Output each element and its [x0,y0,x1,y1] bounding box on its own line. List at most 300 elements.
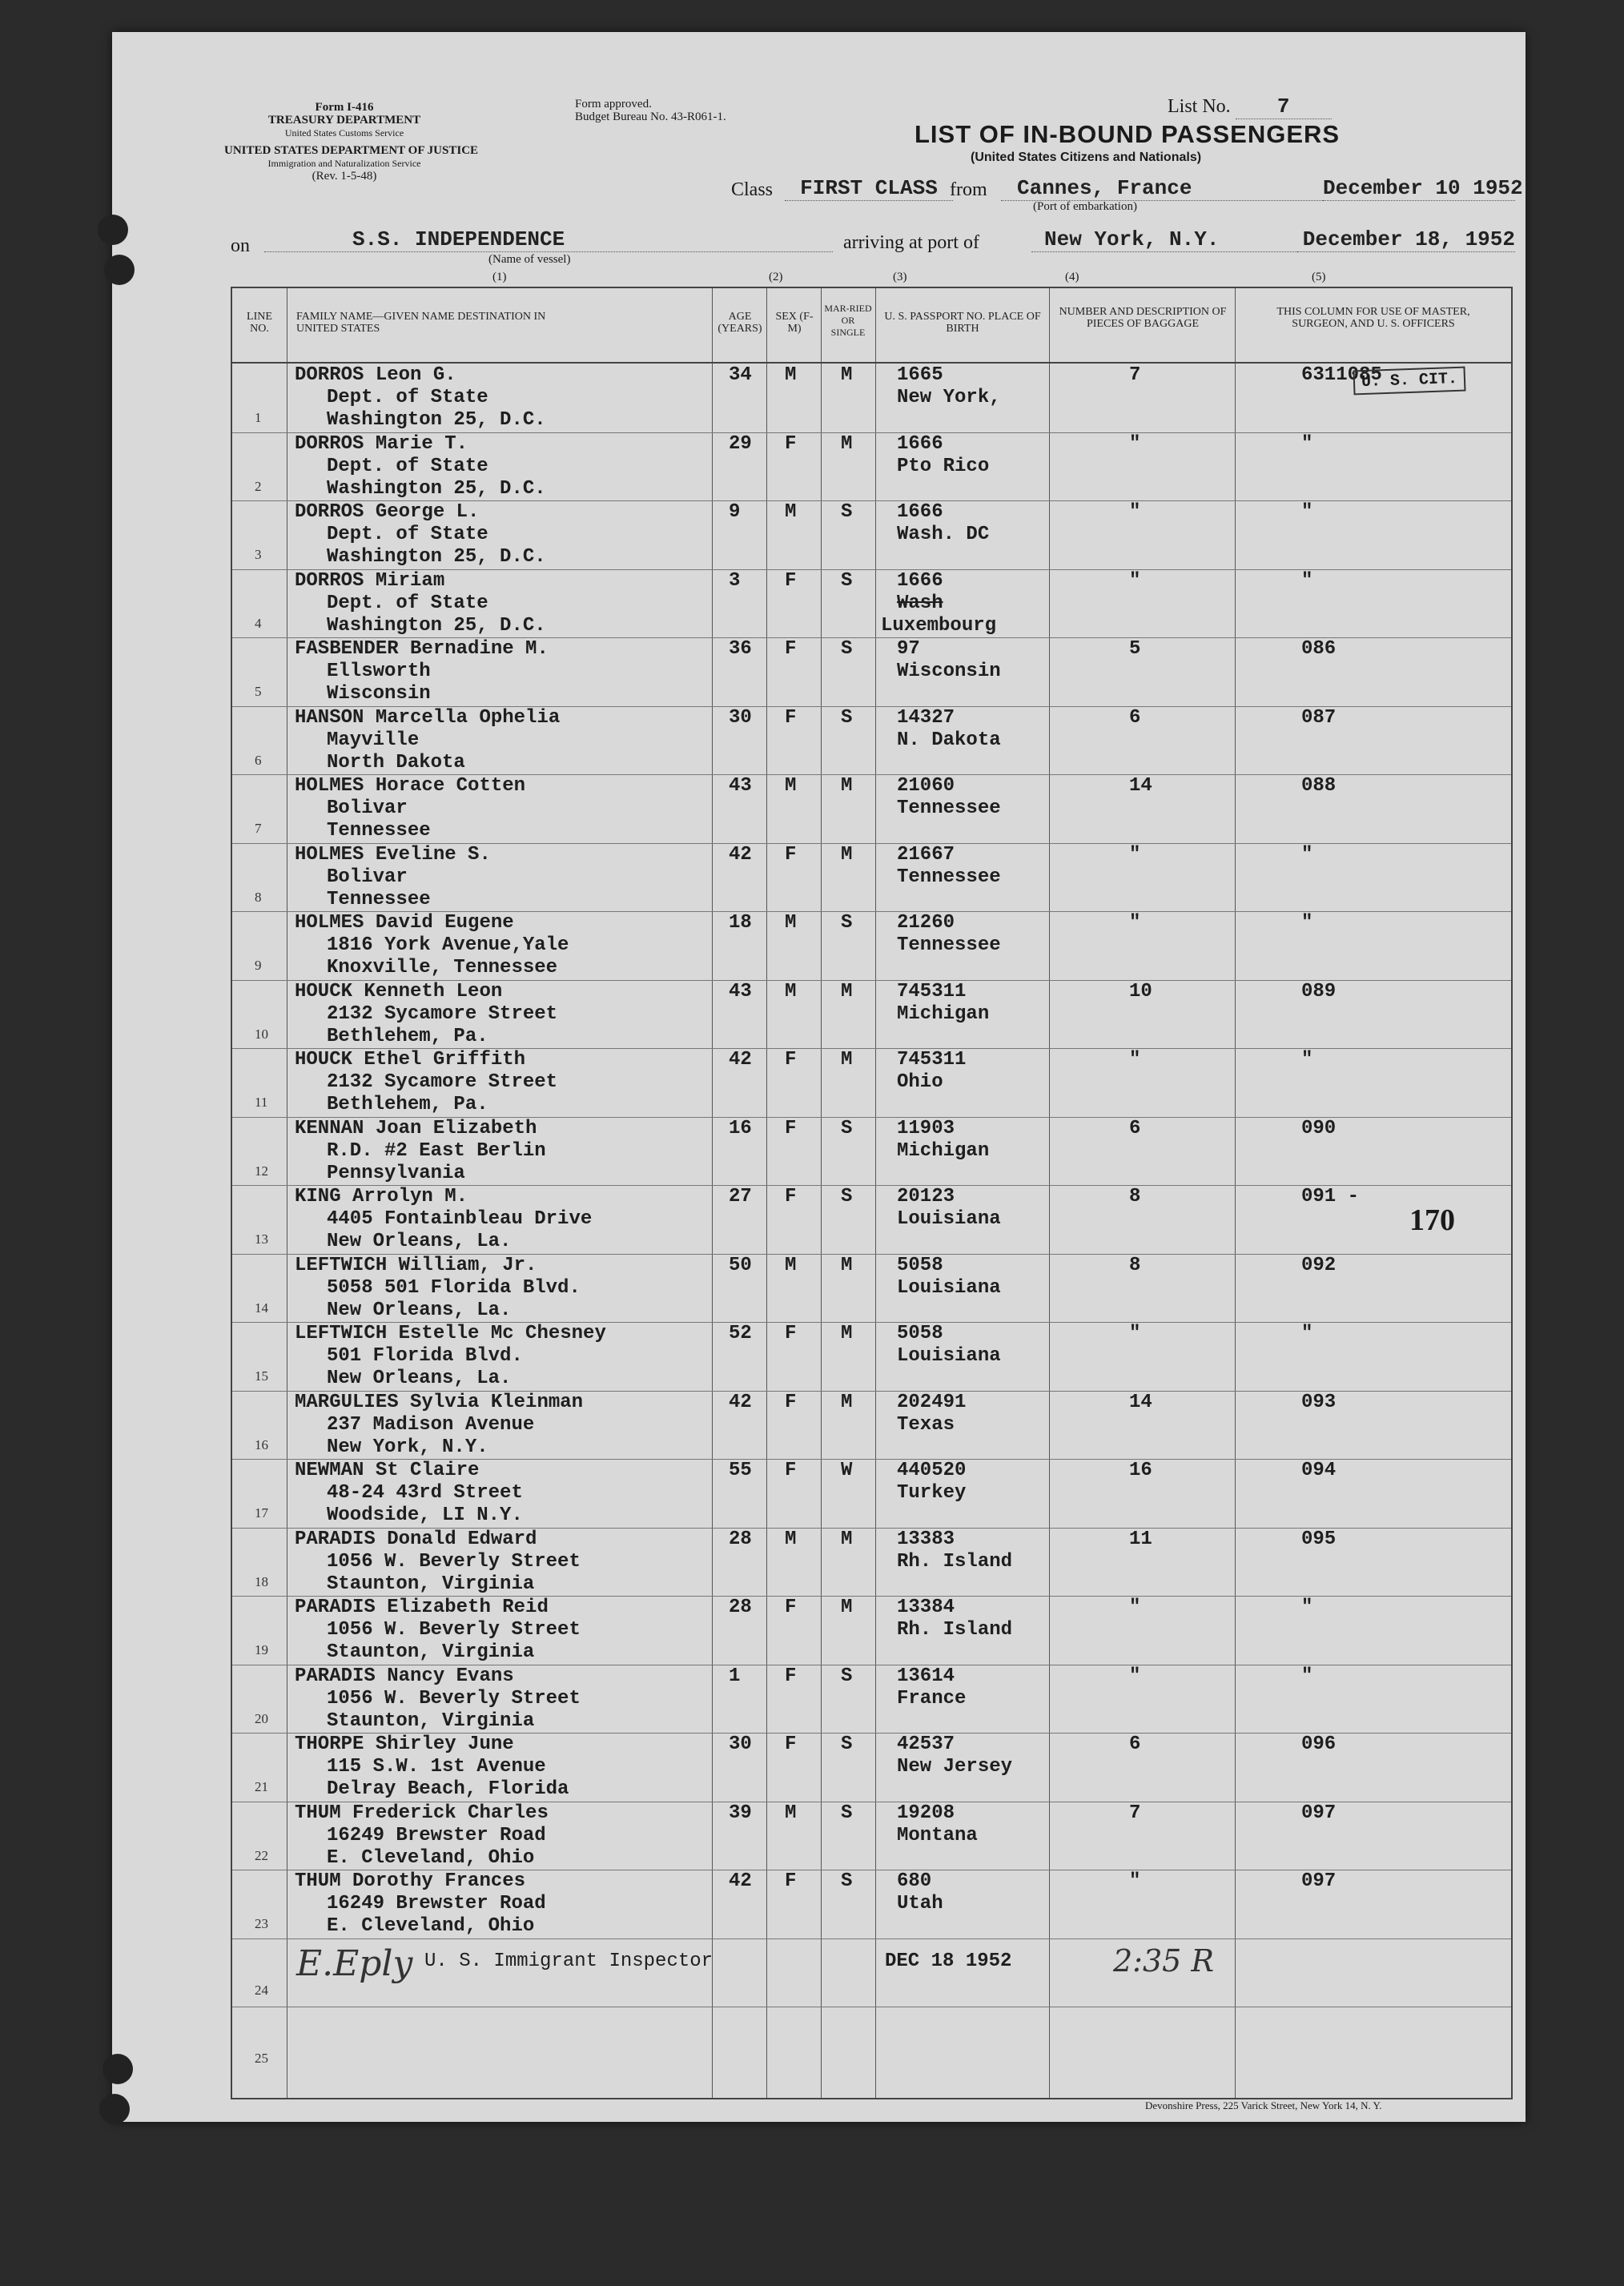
baggage: 16 [1129,1460,1152,1481]
address-line-2: New Orleans, La. [327,1368,512,1389]
age: 50 [729,1254,752,1276]
officer-entry: 089 [1301,980,1337,1002]
place-of-birth: Ohio [897,1071,943,1093]
officer-entry: " [1301,432,1313,455]
baggage: 14 [1129,1391,1152,1413]
age: 16 [729,1117,752,1139]
address-line-1: Bolivar [327,797,408,819]
address-line-2: Tennessee [327,820,431,842]
age: 3 [729,569,741,592]
marital-status: M [841,1323,853,1344]
line-number: 8 [255,889,262,905]
marital-status: M [841,1528,853,1550]
address-line-1: 1816 York Avenue,Yale [327,934,569,956]
table-row [232,1048,1511,1118]
sex: F [785,1460,797,1481]
passenger-name: THORPE Shirley June [295,1734,514,1755]
address-line-2: Washington 25, D.C. [327,409,546,431]
document-page [112,32,1526,2122]
place-of-birth: N. Dakota [897,729,1001,751]
place-of-birth: Rh. Island [897,1619,1013,1641]
hdr-baggage: NUMBER AND DESCRIPTION OF PIECES OF BAGGAGE [1059,306,1227,330]
baggage: 6 [1129,1117,1141,1139]
arrival-port: New York, N.Y. [1031,227,1308,252]
place-of-birth: Wisconsin [897,661,1001,682]
passport-number: 5058 [897,1323,943,1344]
passport-number: 21667 [897,843,955,866]
justice-dept: UNITED STATES DEPARTMENT OF JUSTICE [224,144,479,157]
line-number: 7 [255,821,262,836]
passport-number: 13384 [897,1597,955,1618]
form-header [224,101,464,139]
passport-number: 20123 [897,1186,955,1207]
table-row [232,637,1511,707]
vessel-name: S.S. INDEPENDENCE [264,227,833,252]
passenger-name: LEFTWICH William, Jr. [295,1254,537,1276]
table-row [232,1802,1511,1871]
officer-entry: 086 [1301,638,1337,660]
officer-entry: " [1301,501,1313,523]
age: 43 [729,775,752,797]
address-line-1: 48-24 43rd Street [327,1482,523,1504]
baggage: 6 [1129,1734,1141,1755]
col-num-5: (5) [1312,271,1326,283]
hdr-married: MAR-RIED OR SINGLE [824,303,872,338]
line-number: 9 [255,958,262,973]
passenger-name: MARGULIES Sylvia Kleinman [295,1391,584,1413]
marital-status: M [841,1597,853,1618]
address-line-2: New York, N.Y. [327,1436,488,1458]
address-line-1: 115 S.W. 1st Avenue [327,1756,546,1778]
place-of-birth-corrected: Luxembourg [881,614,997,637]
place-of-birth: Montana [897,1824,978,1846]
revision: (Rev. 1-5-48) [312,170,377,183]
line-number: 6 [255,752,262,768]
officer-entry: 087 [1301,706,1337,729]
sex: M [785,364,797,386]
treasury-dept: TREASURY DEPARTMENT [267,114,421,127]
passport-number: 13614 [897,1665,955,1687]
sex: F [785,1870,797,1892]
handwritten-time: 2:35 R [1113,1942,1215,1979]
marital-status: M [841,1254,853,1276]
binder-hole [98,215,128,245]
line-number: 21 [255,1779,268,1794]
marital-status: W [841,1460,853,1481]
baggage: " [1129,1665,1141,1687]
form-subtitle: (United States Citizens and Nationals) [971,151,1202,164]
marital-status: M [841,980,853,1002]
marital-status: S [841,706,853,729]
officer-entry: " [1301,1049,1313,1071]
sex: M [785,980,797,1002]
table-row [232,774,1511,844]
passenger-name: HOUCK Ethel Griffith [295,1049,526,1071]
vessel-caption: (Name of vessel) [488,253,571,266]
hdr-sex: SEX (F-M) [775,311,814,335]
embarkation-date: December 10 1952 [1323,176,1523,200]
sex: F [785,1734,797,1755]
address-line-1: 16249 Brewster Road [327,1893,546,1914]
baggage: " [1129,1597,1141,1618]
address-line-2: Staunton, Virginia [327,1573,535,1595]
line-number: 3 [255,547,262,562]
passport-number: 1665 [897,364,943,386]
address-line-2: Staunton, Virginia [327,1641,535,1663]
officer-entry: 6311085 [1301,364,1382,386]
passenger-name: DORROS Miriam [295,569,445,592]
table-row [232,1528,1511,1597]
age: 27 [729,1186,752,1207]
age: 29 [729,432,752,455]
marital-status: M [841,432,853,455]
sex: M [785,912,797,934]
binder-hole [103,2054,133,2084]
sex: F [785,1323,797,1344]
marital-status: M [841,843,853,866]
line-number: 19 [255,1642,268,1657]
officer-entry: 094 [1301,1460,1337,1481]
line-number: 15 [255,1368,268,1384]
baggage: 14 [1129,775,1152,797]
address-line-1: 2132 Sycamore Street [327,1071,558,1093]
age: 18 [729,912,752,934]
table-row [232,843,1511,913]
table-row [232,1391,1511,1460]
age: 28 [729,1528,752,1550]
officer-entry: 097 [1301,1870,1337,1892]
address-line-2: Delray Beach, Florida [327,1778,569,1800]
baggage: 8 [1129,1254,1141,1276]
sex: F [785,569,797,592]
address-line-2: E. Cleveland, Ohio [327,1846,535,1869]
officer-entry: " [1301,569,1313,592]
passenger-name: DORROS Leon G. [295,364,456,386]
place-of-birth: New York, [897,387,1001,408]
marital-status: M [841,1391,853,1413]
passport-number: 745311 [897,1049,967,1071]
baggage: " [1129,501,1141,523]
passenger-name: DORROS Marie T. [295,432,468,455]
form-title: LIST OF IN-BOUND PASSENGERS [915,120,1341,148]
budget-bureau: Budget Bureau No. 43-R061-1. [575,110,726,123]
address-line-2: E. Cleveland, Ohio [327,1915,535,1937]
marital-status: M [841,364,853,386]
address-line-1: 1056 W. Beverly Street [327,1619,581,1641]
sex: M [785,1802,797,1824]
passenger-name: THUM Dorothy Frances [295,1870,526,1892]
address-line-2: Pennsylvania [327,1162,465,1184]
passport-number: 1666 [897,501,943,523]
line-number: 22 [255,1847,268,1863]
embarkation-port: Cannes, France [1001,176,1337,201]
sex: F [785,1391,797,1413]
baggage: " [1129,912,1141,934]
baggage: " [1129,1049,1141,1071]
inspector-label: U. S. Immigrant Inspector [424,1950,714,1972]
passenger-name: LEFTWICH Estelle Mc Chesney [295,1323,606,1344]
address-line-2: Woodside, LI N.Y. [327,1505,523,1526]
passenger-table [231,287,1513,2099]
age: 34 [729,364,752,386]
address-line-1: Dept. of State [327,387,488,408]
passport-number: 202491 [897,1391,967,1413]
address-line-2: Bethlehem, Pa. [327,1025,488,1047]
table-row [232,1733,1511,1802]
address-line-2: Wisconsin [327,683,431,705]
sex: M [785,775,797,797]
passport-number: 745311 [897,980,967,1002]
table-row [232,1254,1511,1324]
address-line-2: Bethlehem, Pa. [327,1094,488,1115]
address-line-2: New Orleans, La. [327,1299,512,1321]
passenger-name: PARADIS Donald Edward [295,1528,537,1550]
line-number: 1 [255,410,262,425]
table-row [232,2007,1511,2075]
address-line-2: Washington 25, D.C. [327,477,546,500]
header-row [232,288,1511,364]
place-of-birth: Texas [897,1413,955,1436]
passport-number: 440520 [897,1460,967,1481]
sex: F [785,1665,797,1687]
form-approved: Form approved. [575,98,652,110]
hdr-line: LINE NO. [247,311,272,335]
date-stamp: DEC 18 1952 [885,1950,1012,1972]
line-number: 18 [255,1573,268,1589]
passport-number: 680 [897,1870,932,1892]
address-line-1: Dept. of State [327,592,488,614]
age: 28 [729,1597,752,1618]
place-of-birth: Tennessee [897,866,1001,888]
officer-entry: 097 [1301,1802,1337,1824]
passenger-name: HANSON Marcella Ophelia [295,706,561,729]
place-of-birth: France [897,1687,967,1709]
class-value: FIRST CLASS [785,176,953,201]
baggage: " [1129,1323,1141,1344]
table-row [232,1665,1511,1734]
sex: F [785,1049,797,1071]
officer-entry: 095 [1301,1528,1337,1550]
table-row [232,364,1511,433]
baggage: " [1129,843,1141,866]
age: 30 [729,1734,752,1755]
line-number: 17 [255,1505,268,1521]
table-row [232,1322,1511,1392]
officer-entry: 092 [1301,1254,1337,1276]
baggage: 8 [1129,1186,1141,1207]
hdr-passport: U. S. PASSPORT NO. PLACE OF BIRTH [884,311,1041,335]
passport-number: 1666 [897,569,943,592]
marital-status: S [841,1734,853,1755]
place-of-birth: New Jersey [897,1756,1013,1778]
on-label: on [231,235,250,256]
age: 30 [729,706,752,729]
hdr-name: FAMILY NAME—GIVEN NAME DESTINATION IN UNITED STATES [296,311,546,335]
address-line-1: Mayville [327,729,420,751]
passport-number: 13383 [897,1528,955,1550]
passport-number: 5058 [897,1254,943,1276]
address-line-1: Dept. of State [327,524,488,545]
officer-entry: " [1301,843,1313,866]
place-of-birth: Wash. DC [897,524,990,545]
line-number: 24 [255,1982,268,1998]
address-line-1: 501 Florida Blvd. [327,1345,523,1367]
address-line-2: Tennessee [327,888,431,910]
line-number: 2 [255,478,262,494]
sex: M [785,501,797,523]
place-of-birth: Rh. Island [897,1550,1013,1573]
line-number: 14 [255,1300,268,1316]
passport-number: 1666 [897,432,943,455]
table-row [232,1870,1511,1939]
passport-number: 97 [897,638,920,660]
table-row [232,706,1511,776]
table-row [232,500,1511,570]
address-line-1: R.D. #2 East Berlin [327,1139,546,1162]
class-label: Class [731,179,774,200]
marital-status: S [841,1870,853,1892]
address-line-2: Knoxville, Tennessee [327,957,558,978]
address-line-1: 237 Madison Avenue [327,1413,535,1436]
sex: F [785,638,797,660]
passport-number: 19208 [897,1802,955,1824]
address-line-1: 4405 Fontainbleau Drive [327,1208,593,1230]
sex: F [785,1117,797,1139]
table-row [232,1596,1511,1665]
justice-header [224,144,479,183]
baggage: " [1129,1870,1141,1892]
place-of-birth: Pto Rico [897,455,990,477]
marital-status: M [841,1049,853,1071]
ins-service: Immigration and Naturalization Service [267,158,421,169]
passenger-name: THUM Frederick Charles [295,1802,549,1824]
col-num-3: (3) [893,271,907,283]
address-line-1: 1056 W. Beverly Street [327,1687,581,1709]
line-number: 11 [255,1095,268,1110]
age: 42 [729,1049,752,1071]
marital-status: S [841,569,853,592]
address-line-2: Staunton, Virginia [327,1709,535,1732]
age: 39 [729,1802,752,1824]
table-row [232,432,1511,502]
address-line-2: North Dakota [327,751,465,773]
form-number: Form I-416 [315,101,374,114]
us-cit-stamp: U. S. CIT. [1353,367,1466,396]
passenger-name: PARADIS Nancy Evans [295,1665,514,1687]
passport-number: 14327 [897,706,955,729]
sex: F [785,1597,797,1618]
marital-status: S [841,1665,853,1687]
embarkation-caption: (Port of embarkation) [1033,200,1137,213]
age: 9 [729,501,741,523]
baggage: 7 [1129,1802,1141,1824]
address-line-2: Washington 25, D.C. [327,614,546,637]
address-line-1: Bolivar [327,866,408,888]
budget-block [575,98,799,123]
officer-entry: 090 [1301,1117,1337,1139]
address-line-2: New Orleans, La. [327,1231,512,1252]
passenger-name: NEWMAN St Claire [295,1460,480,1481]
place-of-birth: Turkey [897,1482,967,1504]
officer-entry: 093 [1301,1391,1337,1413]
line-number: 25 [255,2051,268,2066]
place-of-birth: Tennessee [897,797,1001,819]
passenger-name: KING Arrolyn M. [295,1186,468,1207]
passenger-name: HOLMES David Eugene [295,912,514,934]
age: 55 [729,1460,752,1481]
passenger-name: HOLMES Horace Cotten [295,775,526,797]
marital-status: S [841,638,853,660]
table-row [232,1185,1511,1255]
place-of-birth: Wash [897,592,943,614]
passport-number: 21060 [897,775,955,797]
arrival-date: December 18, 1952 [1297,227,1515,252]
sex: F [785,706,797,729]
baggage: " [1129,432,1141,455]
place-of-birth: Michigan [897,1002,990,1025]
officer-entry: " [1301,1323,1313,1344]
age: 36 [729,638,752,660]
hdr-age: AGE (YEARS) [718,311,762,335]
col-num-1: (1) [492,271,507,283]
binder-hole [104,255,135,285]
hdr-officers: THIS COLUMN FOR USE OF MASTER, SURGEON, AND U. S. OFFICERS [1276,306,1470,330]
place-of-birth: Michigan [897,1139,990,1162]
place-of-birth: Louisiana [897,1276,1001,1299]
from-label: from [950,179,987,200]
col-num-2: (2) [769,271,783,283]
sex: F [785,432,797,455]
line-number: 13 [255,1231,268,1247]
age: 42 [729,843,752,866]
age: 1 [729,1665,741,1687]
address-line-1: 5058 501 Florida Blvd. [327,1276,581,1299]
passenger-name: FASBENDER Bernadine M. [295,638,549,660]
baggage: 6 [1129,706,1141,729]
table-row [232,1117,1511,1187]
inspector-signature: E.Eply [296,1942,413,1984]
age: 42 [729,1870,752,1892]
baggage: 7 [1129,364,1141,386]
age: 43 [729,980,752,1002]
officer-entry: " [1301,1665,1313,1687]
officer-entry: 096 [1301,1734,1337,1755]
marital-status: S [841,912,853,934]
place-of-birth: Louisiana [897,1345,1001,1367]
printer-credit: Devonshire Press, 225 Varick Street, New York 14, N. Y. [1145,2099,1382,2111]
table-row [232,1459,1511,1529]
list-number-label: List No. 7 [1168,94,1332,119]
line-number: 10 [255,1026,268,1042]
address-line-1: 2132 Sycamore Street [327,1002,558,1025]
address-line-1: 1056 W. Beverly Street [327,1550,581,1573]
address-line-1: Ellsworth [327,661,431,682]
baggage: 10 [1129,980,1152,1002]
sex: M [785,1528,797,1550]
officer-entry: " [1301,1597,1313,1618]
col-num-4: (4) [1065,271,1079,283]
baggage: 5 [1129,638,1141,660]
passenger-name: DORROS George L. [295,501,480,523]
table-row [232,980,1511,1050]
passport-number: 11903 [897,1117,955,1139]
baggage: " [1129,569,1141,592]
sex: F [785,1186,797,1207]
marital-status: S [841,1117,853,1139]
line-number: 23 [255,1916,268,1931]
marital-status: S [841,1802,853,1824]
age: 42 [729,1391,752,1413]
